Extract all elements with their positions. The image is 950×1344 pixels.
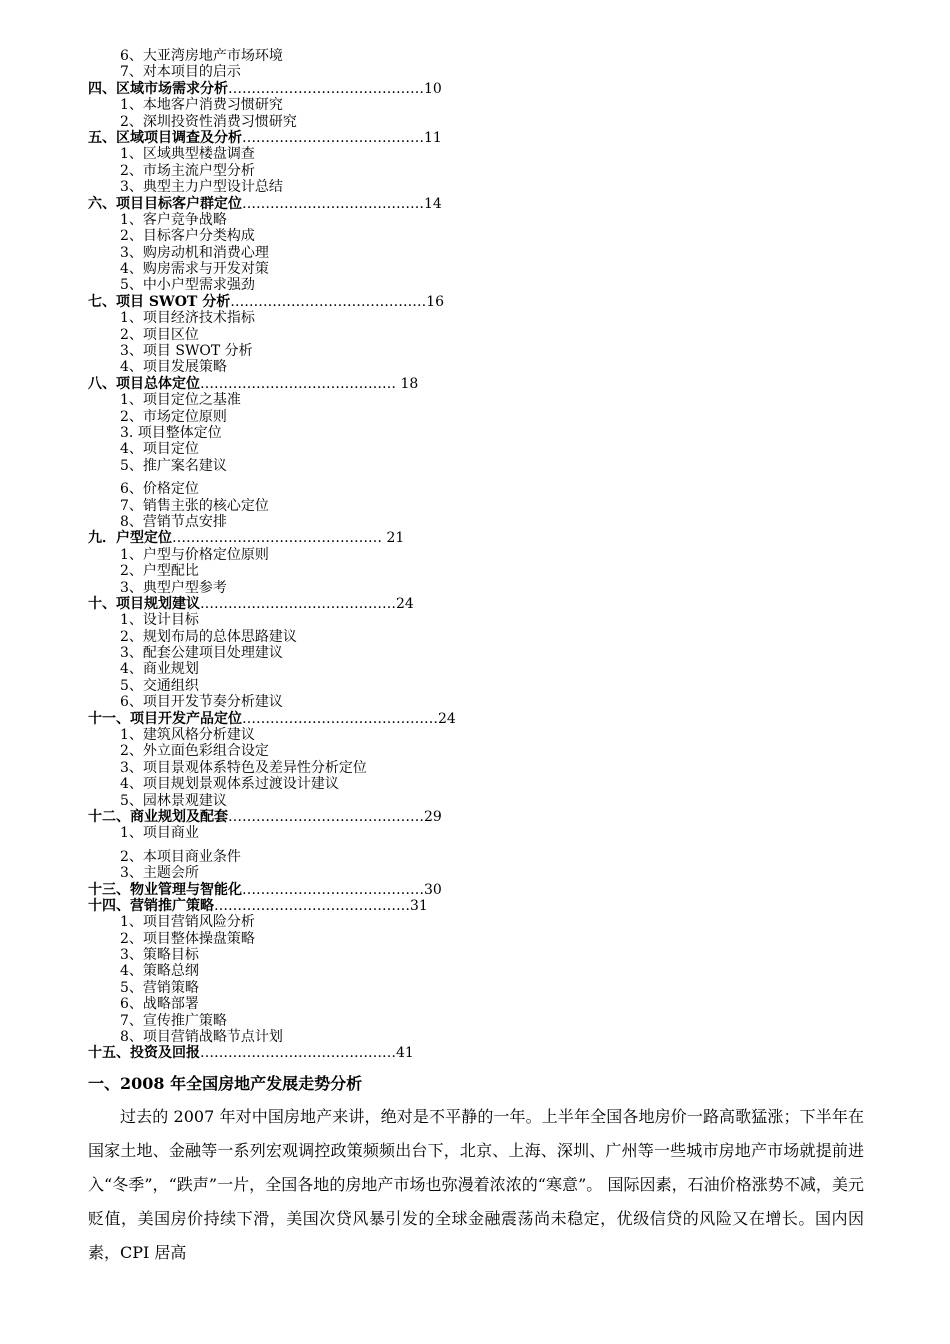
toc-dot-leader: ……………………………………: [242, 710, 438, 727]
toc-dot-leader: ……………………………………: [228, 808, 424, 825]
toc-entry-label: 2、市场定位原则: [120, 408, 227, 425]
toc-subsection-entry[interactable]: [88, 865, 848, 881]
toc-subsection-entry[interactable]: [88, 914, 848, 930]
toc-entry-label: 十、项目规划建议: [88, 595, 200, 612]
toc-section-entry[interactable]: [88, 376, 848, 392]
toc-entry-label: 1、客户竞争战略: [120, 211, 227, 228]
toc-entry-label: 1、本地客户消费习惯研究: [120, 97, 283, 114]
toc-subsection-entry[interactable]: [88, 629, 848, 645]
toc-subsection-entry[interactable]: [88, 743, 848, 759]
toc-entry-label: 3、典型主力户型设计总结: [120, 179, 283, 196]
toc-dot-leader: ……………………………………: [200, 375, 396, 392]
toc-entry-label: 2、深圳投资性消费习惯研究: [120, 113, 297, 130]
toc-subsection-entry[interactable]: [88, 114, 848, 130]
toc-section-entry[interactable]: [88, 711, 848, 727]
toc-subsection-entry[interactable]: [88, 343, 848, 359]
toc-entry-label: 十一、项目开发产品定位: [88, 710, 242, 727]
toc-subsection-entry[interactable]: [88, 146, 848, 162]
toc-subsection-entry[interactable]: [88, 409, 848, 425]
toc-entry-label: 6、项目开发节奏分析建议: [120, 694, 283, 711]
toc-entry-label: 1、建筑风格分析建议: [120, 727, 255, 744]
toc-section-entry[interactable]: [88, 81, 848, 97]
toc-entry-label: 4、商业规划: [120, 661, 199, 678]
toc-subsection-entry[interactable]: [88, 481, 848, 497]
toc-entry-label: 3、购房动机和消费心理: [120, 244, 269, 261]
toc-entry-label: 8、项目营销战略节点计划: [120, 1029, 283, 1046]
toc-entry-label: 1、设计目标: [120, 612, 199, 629]
toc-section-entry[interactable]: [88, 898, 848, 914]
toc-entry-label: 7、宣传推广策略: [120, 1012, 227, 1029]
toc-subsection-entry[interactable]: [88, 563, 848, 579]
toc-dot-leader: …………………………………: [242, 881, 424, 898]
toc-subsection-entry[interactable]: [88, 760, 848, 776]
toc-entry-label: 6、价格定位: [120, 481, 199, 498]
toc-entry-label: 十三、物业管理与智能化: [88, 881, 242, 898]
toc-section-entry[interactable]: [88, 596, 848, 612]
toc-entry-label: 4、项目发展策略: [120, 359, 227, 376]
toc-subsection-entry[interactable]: [88, 498, 848, 514]
toc-dot-leader: ……………………………………: [228, 80, 424, 97]
toc-entry-label: 3、项目 SWOT 分析: [120, 343, 253, 360]
toc-entry-label: 十四、营销推广策略: [88, 897, 214, 914]
toc-page-number: 11: [424, 129, 442, 146]
toc-dot-leader: …………………………………: [242, 195, 424, 212]
toc-entry-label: 2、外立面色彩组合设定: [120, 743, 269, 760]
toc-subsection-entry[interactable]: [88, 580, 848, 596]
toc-subsection-entry[interactable]: [88, 849, 848, 865]
toc-subsection-entry[interactable]: [88, 425, 848, 441]
toc-entry-label: 1、项目定位之基准: [120, 392, 241, 409]
toc-subsection-entry[interactable]: [88, 514, 848, 530]
toc-entry-label: 2、项目整体操盘策略: [120, 930, 255, 947]
toc-subsection-entry[interactable]: [88, 963, 848, 979]
toc-subsection-entry[interactable]: [88, 48, 848, 64]
toc-subsection-entry[interactable]: [88, 547, 848, 563]
toc-entry-label: 4、策略总纲: [120, 963, 199, 980]
toc-subsection-entry[interactable]: [88, 163, 848, 179]
toc-page-number: 10: [424, 80, 442, 97]
toc-subsection-entry[interactable]: [88, 97, 848, 113]
toc-section-entry[interactable]: [88, 294, 848, 310]
toc-entry-label: 5、推广案名建议: [120, 457, 227, 474]
toc-page-number: 24: [438, 710, 456, 727]
toc-dot-leader: …………………………………: [242, 129, 424, 146]
toc-dot-leader: ……………………………………: [230, 293, 427, 310]
toc-subsection-entry[interactable]: [88, 776, 848, 792]
toc-subsection-entry[interactable]: [88, 1029, 848, 1045]
toc-subsection-entry[interactable]: [88, 645, 848, 661]
toc-subsection-entry[interactable]: [88, 727, 848, 743]
toc-subsection-entry[interactable]: [88, 980, 848, 996]
toc-page-number: 41: [396, 1045, 414, 1062]
toc-subsection-entry[interactable]: [88, 179, 848, 195]
toc-section-entry[interactable]: [88, 1045, 848, 1061]
toc-entry-label: 2、目标客户分类构成: [120, 228, 255, 245]
toc-page-number: 16: [426, 293, 445, 310]
toc-entry-label: 3、典型户型参考: [120, 579, 227, 596]
toc-entry-label: 五、区域项目调查及分析: [88, 129, 242, 146]
toc-entry-label: 四、区域市场需求分析: [88, 80, 228, 97]
body-text: [88, 1100, 864, 1270]
toc-section-entry[interactable]: [88, 130, 848, 146]
toc-dot-leader: ……………………………………: [200, 1045, 396, 1062]
toc-subsection-entry[interactable]: [88, 825, 848, 841]
toc-dot-leader: ………………………………………: [172, 530, 382, 547]
toc-subsection-entry[interactable]: [88, 261, 848, 277]
toc-entry-label: 2、市场主流户型分析: [120, 162, 255, 179]
toc-page-number: 29: [424, 808, 442, 825]
toc-section-entry[interactable]: [88, 809, 848, 825]
toc-entry-label: 5、交通组织: [120, 677, 199, 694]
toc-section-entry[interactable]: [88, 196, 848, 212]
toc-entry-label: 6、大亚湾房地产市场环境: [120, 48, 283, 64]
toc-subsection-entry[interactable]: [88, 441, 848, 457]
toc-subsection-entry[interactable]: [88, 310, 848, 326]
toc-entry-label: 3、主题会所: [120, 865, 199, 882]
toc-entry-label: 4、项目定位: [120, 441, 199, 458]
toc-entry-label: 3、配套公建项目处理建议: [120, 645, 283, 662]
toc-entry-label: 5、营销策略: [120, 979, 199, 996]
toc-section-entry[interactable]: [88, 882, 848, 898]
toc-dot-leader: ……………………………………: [200, 595, 396, 612]
toc-subsection-entry[interactable]: [88, 1013, 848, 1029]
toc-entry-label: 十五、投资及回报: [88, 1045, 200, 1062]
toc-subsection-entry[interactable]: [88, 996, 848, 1012]
toc-subsection-entry[interactable]: [88, 678, 848, 694]
toc-page-number: 31: [410, 897, 428, 914]
toc-entry-label: 1、户型与价格定位原则: [120, 546, 269, 563]
toc-entry-label: 1、区域典型楼盘调查: [120, 146, 255, 163]
toc-entry-label: 2、户型配比: [120, 563, 199, 580]
toc-entry-label: 3. 项目整体定位: [120, 424, 222, 441]
toc-subsection-entry[interactable]: [88, 612, 848, 628]
toc-subsection-entry[interactable]: [88, 277, 848, 293]
toc-page-number: 18: [396, 375, 419, 392]
toc-subsection-entry[interactable]: [88, 327, 848, 343]
toc-entry-label: 十二、商业规划及配套: [88, 808, 228, 825]
toc-subsection-entry[interactable]: [88, 212, 848, 228]
toc-page-number: 21: [382, 530, 405, 547]
toc-entry-label: 4、项目规划景观体系过渡设计建议: [120, 776, 339, 793]
toc-entry-label: 7、销售主张的核心定位: [120, 497, 269, 514]
toc-entry-label: 8、营销节点安排: [120, 513, 227, 530]
toc-dot-leader: ……………………………………: [214, 897, 410, 914]
toc-entry-label: 6、战略部署: [120, 996, 199, 1013]
section-heading: 一、2008 年全国房地产发展走势分析: [88, 1074, 363, 1093]
toc-entry-label: 5、园林景观建议: [120, 792, 227, 809]
toc-entry-label: 八、项目总体定位: [88, 375, 200, 392]
toc-entry-label: 2、规划布局的总体思路建议: [120, 628, 297, 645]
toc-entry-label: 1、项目营销风险分析: [120, 914, 255, 931]
toc-entry-label: 九．户型定位: [88, 530, 172, 547]
toc-entry-label: 3、策略目标: [120, 947, 199, 964]
toc-entry-label: 3、项目景观体系特色及差异性分析定位: [120, 759, 367, 776]
toc-subsection-entry[interactable]: [88, 228, 848, 244]
toc-page-number: 24: [396, 595, 414, 612]
toc-entry-label: 5、中小户型需求强劲: [120, 277, 255, 294]
toc-entry-label: 七、项目 SWOT 分析: [88, 293, 231, 310]
toc-entry-label: 2、项目区位: [120, 326, 199, 343]
toc-page-number: 30: [424, 881, 442, 898]
toc-entry-label: 4、购房需求与开发对策: [120, 261, 269, 278]
toc-subsection-entry[interactable]: [88, 458, 848, 474]
toc-subsection-entry[interactable]: [88, 64, 848, 80]
toc-subsection-entry[interactable]: [88, 947, 848, 963]
toc-entry-label: 1、项目经济技术指标: [120, 310, 255, 327]
toc-subsection-entry[interactable]: [88, 931, 848, 947]
toc-subsection-entry[interactable]: [88, 694, 848, 710]
table-of-contents: [88, 48, 848, 1062]
toc-entry-label: 7、对本项目的启示: [120, 64, 241, 81]
toc-subsection-entry[interactable]: [88, 793, 848, 809]
toc-page-number: 14: [424, 195, 442, 212]
toc-subsection-entry[interactable]: [88, 359, 848, 375]
toc-entry-label: 六、项目目标客户群定位: [88, 195, 242, 212]
toc-entry-label: 1、项目商业: [120, 825, 199, 842]
toc-entry-label: 2、本项目商业条件: [120, 848, 241, 865]
toc-section-entry[interactable]: [88, 530, 848, 546]
toc-subsection-entry[interactable]: [88, 661, 848, 677]
toc-subsection-entry[interactable]: [88, 392, 848, 408]
paragraph: 过去的 2007 年对中国房地产来讲，绝对是不平静的一年。上半年全国各地房价一路高歌猛涨；下半年在国家土地、金融等一系列宏观调控政策频频出台下，北京、上海、深圳、广州等一些城市房地产市场就提前进入“冬季”，“跌声”一片，全国各地的房地产市场也弥漫着浓浓的“寒意”。 国际因素，石油价格涨势不减，美元贬值，美国房价持续下滑，美国次贷风暴引发的全球金融震荡尚未稳定，优级信贷的风险又在增长。国内因素，CPI 居高: [88, 1107, 864, 1262]
toc-subsection-entry[interactable]: [88, 245, 848, 261]
